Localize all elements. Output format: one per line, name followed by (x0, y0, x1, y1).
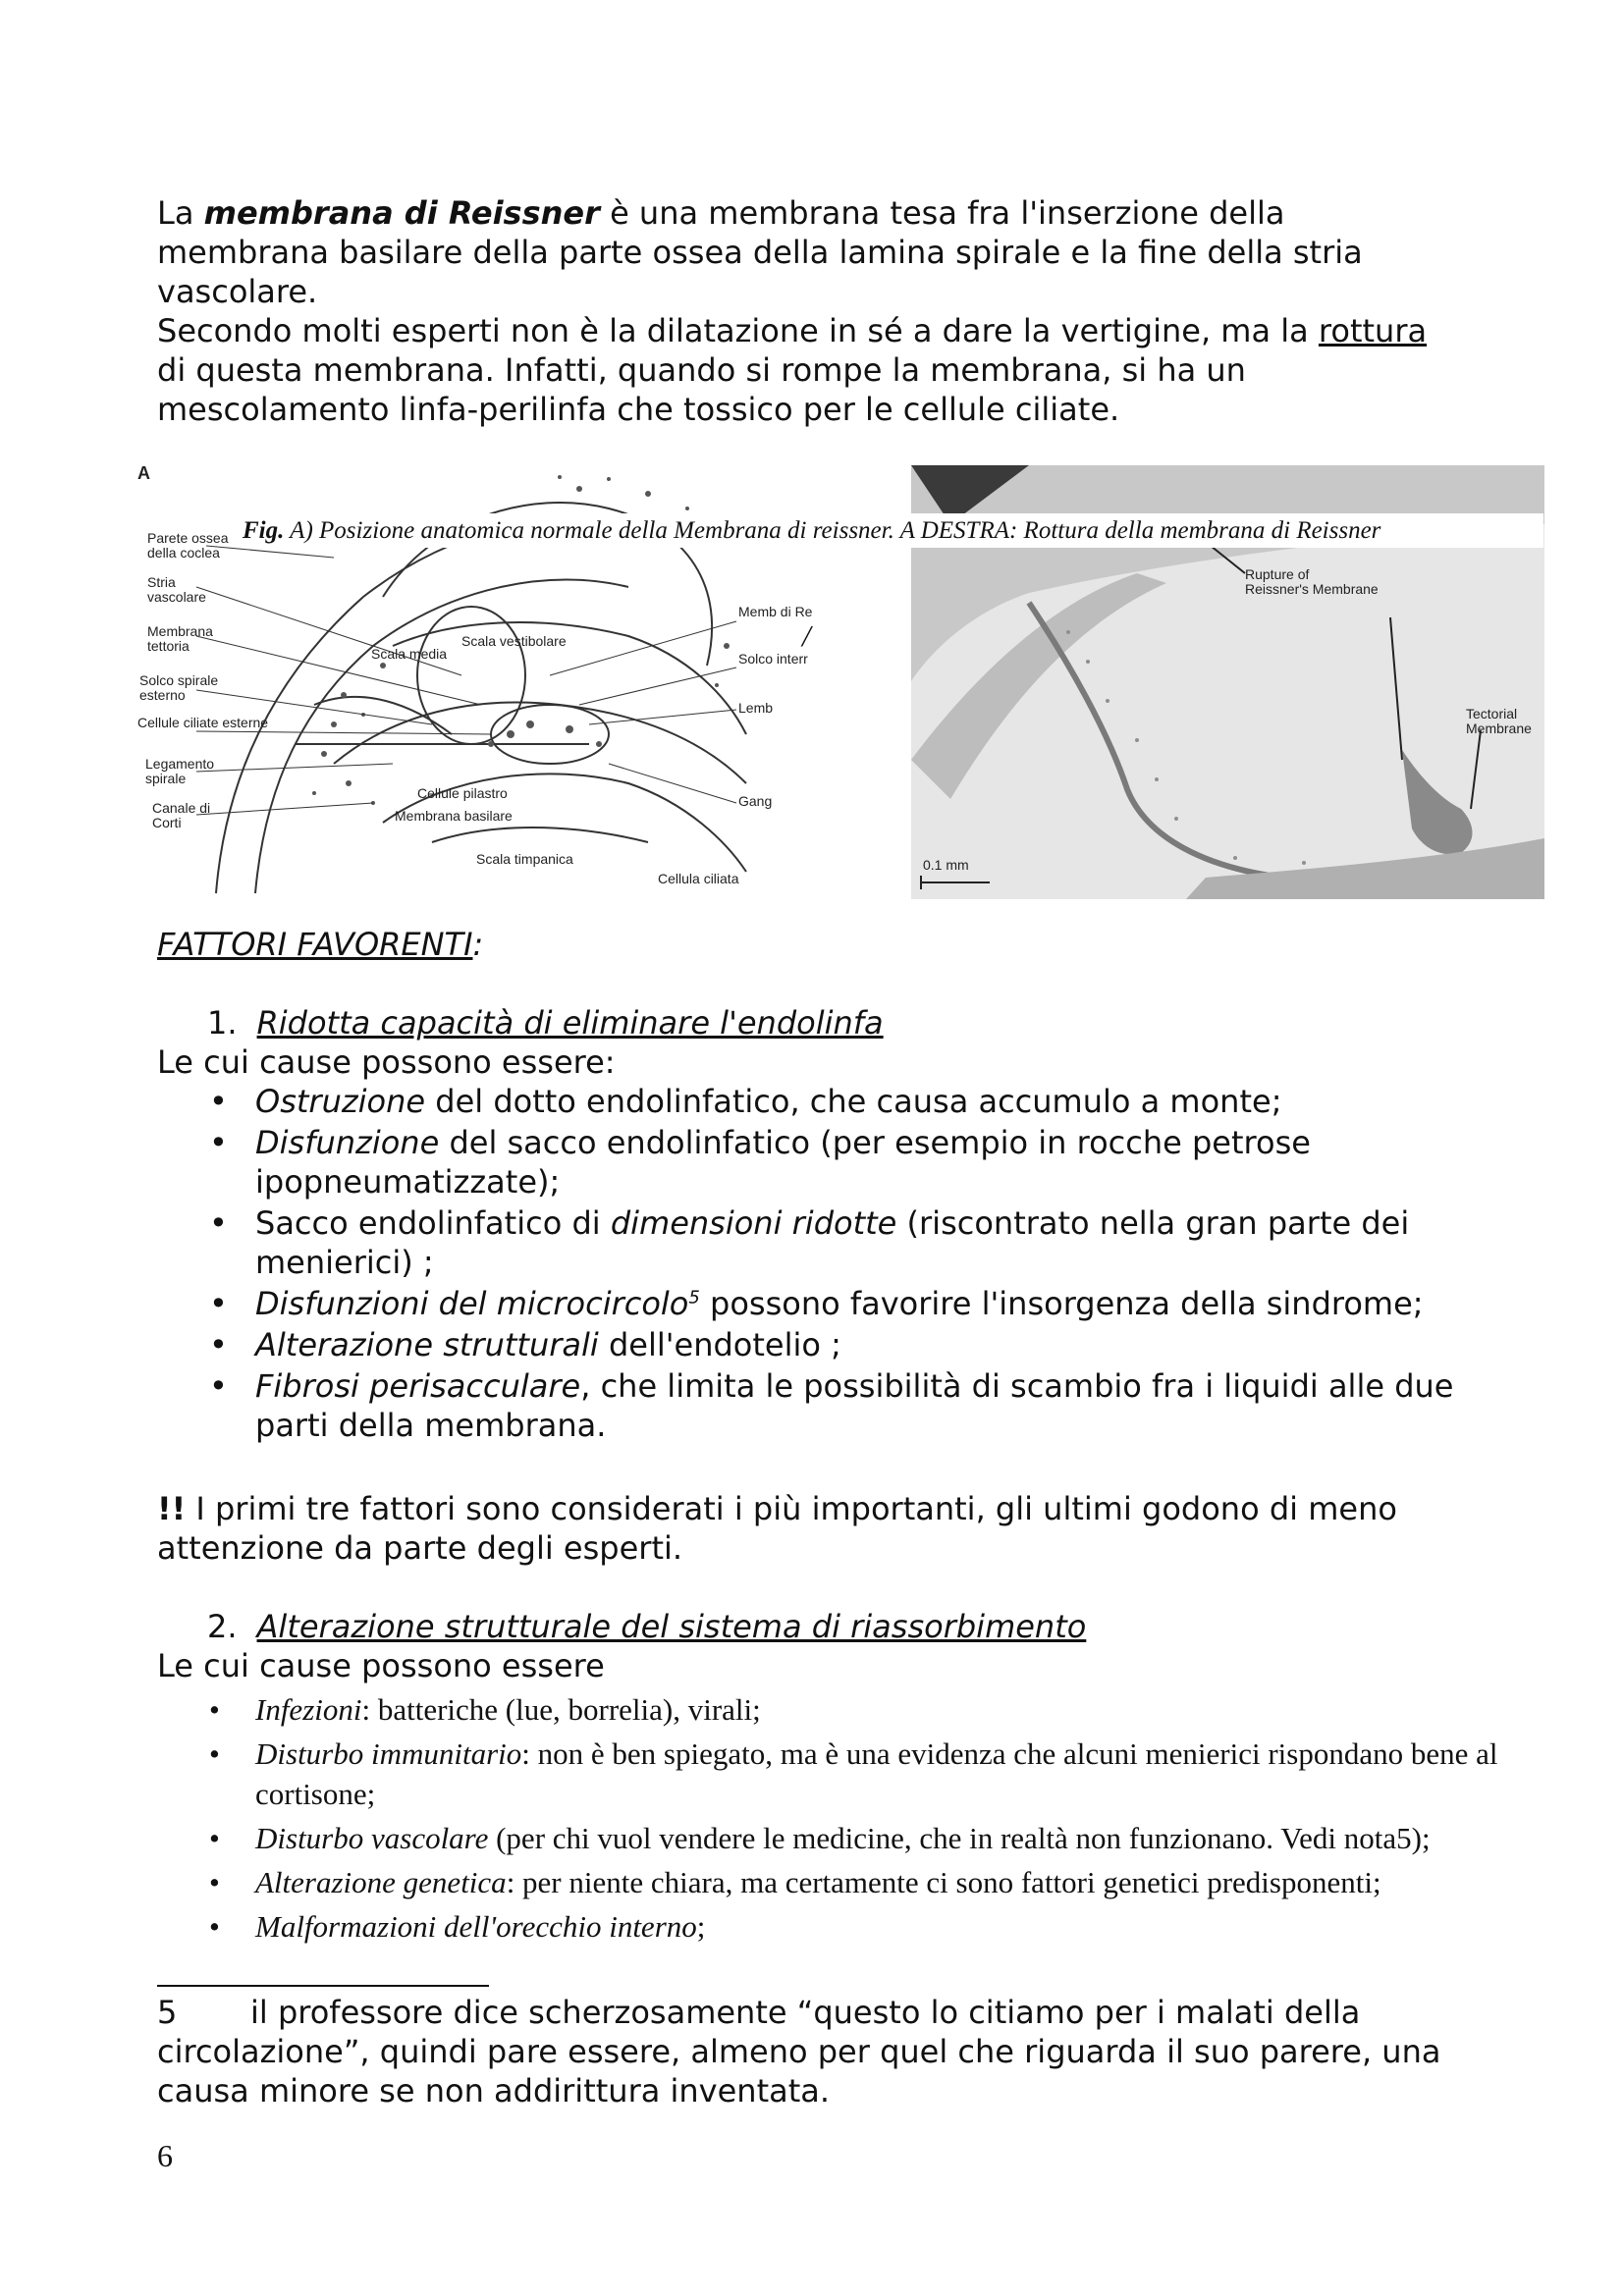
list-item: • Disturbo immunitario: non è ben spiegato, ma è una evidenza che alcuni menierici rispondano bene al cortisone; (209, 1736, 1498, 1811)
caption-fig-label: Fig. (243, 517, 285, 544)
factor2-intro: Le cui cause possono essere (157, 1647, 605, 1684)
factor2-list (209, 1689, 1532, 1947)
factor2-number: 2. (207, 1608, 238, 1645)
footnote (157, 1993, 1473, 2110)
footnote-text: il professore dice scherzosamente “questo lo citiamo per i malati della circolazione”, quindi pare essere, almeno per quel che riguarda il suo parere, una causa minore se non addirittura inventata. (157, 1994, 1441, 2109)
underlined-rottura: rottura (1318, 312, 1428, 349)
footnote-separator (157, 1985, 489, 1987)
label-pilastro: Cellule pilastro (417, 785, 508, 801)
list-item: • Disfunzioni del microcircolo$^5$ possono favorire l'insorgenza della sindrome; (209, 1285, 1424, 1322)
list-item: • Disfunzione del sacco endolinfatico (per esempio in rocche petrose ipopneumatizzate); (209, 1124, 1311, 1201)
label-scale: 0.1 mm (923, 857, 969, 873)
factor1-note: !! I primi tre fattori sono considerati i più importanti, gli ultimi godono di meno attenzione da parte degli esperti. (157, 1490, 1397, 1567)
label-scala-vestibolare: Scala vestibolare (461, 633, 567, 649)
label-solco-esterno: Solco spirale esterno (139, 672, 219, 703)
label-memb-re: Memb di Re (738, 604, 813, 619)
label-canale: Canale di Corti (152, 800, 211, 830)
label-legamento: Legamento spirale (145, 756, 215, 786)
note-mark: !! (157, 1490, 187, 1527)
intro-paragraph-1: La membrana di Reissner è una membrana tesa fra l'inserzione della membrana basilare della parte ossea della lamina spirale e la fine della stria vascolare. (157, 194, 1363, 310)
label-scala-media: Scala media (371, 646, 448, 662)
label-rupture: Rupture of Reissner's Membrane (1245, 566, 1379, 597)
factor1-number: 1. (207, 1004, 238, 1041)
list-item: • Fibrosi perisacculare, che limita le possibilità di scambio fra i liquidi alle due parti della membrana. (209, 1367, 1454, 1444)
list-item: • Ostruzione del dotto endolinfatico, che causa accumulo a monte; (209, 1083, 1282, 1120)
label-gang: Gang (738, 793, 773, 809)
list-item: • Sacco endolinfatico di dimensioni ridotte (riscontrato nella gran parte dei menierici) ; (209, 1204, 1410, 1281)
intro-paragraph-2: Secondo molti esperti non è la dilatazione in sé a dare la vertigine, ma la rottura di questa membrana. Infatti, quando si rompe la membrana, si ha un mescolamento linfa-perilinfa che tossico per le cellule ciliate. (157, 312, 1428, 428)
factor1-title: Ridotta capacità di eliminare l'endolinfa (256, 1004, 884, 1041)
label-parete: Parete ossea della coclea (147, 530, 229, 561)
factor2-heading (207, 1607, 1086, 1646)
factor2-title: Alterazione strutturale del sistema di riassorbimento (256, 1608, 1087, 1645)
factor1-list (209, 1082, 1492, 1445)
list-item: • Infezioni: batteriche (lue, borrelia), virali; (209, 1692, 761, 1727)
list-item: • Disturbo vascolare (per chi vuol vendere le medicine, che in realtà non funzionano. Vedi nota5); (209, 1821, 1431, 1855)
list-item: • Malformazioni dell'orecchio interno; (209, 1909, 706, 1944)
intro-block (157, 193, 1463, 429)
footnote-number: 5 (157, 1994, 178, 2031)
page-number: 6 (157, 2138, 173, 2173)
label-a: A (137, 463, 150, 483)
label-tettoria: Membrana tettoria (147, 623, 213, 654)
list-item: • Alterazione strutturali dell'endotelio ; (209, 1326, 841, 1363)
factor1-intro: Le cui cause possono essere: (157, 1043, 616, 1081)
label-cellula-ciliata: Cellula ciliata (658, 871, 739, 886)
list-item: • Alterazione genetica: per niente chiara, ma certamente ci sono fattori genetici predisponenti; (209, 1865, 1381, 1899)
figure-caption: Fig. A) Posizione anatomica normale della Membrana di reissner. A DESTRA: Rottura della membrana di Reissner (243, 513, 1543, 548)
label-basilare: Membrana basilare (395, 808, 513, 824)
label-stria: Stria vascolare (147, 574, 206, 605)
footnote-ref: 5 (688, 1287, 700, 1308)
label-solco-interno: Solco interr (738, 651, 808, 667)
label-lemb: Lemb (738, 700, 774, 716)
label-cellule-esterne: Cellule ciliate esterne (137, 715, 269, 730)
stray-mark: / (802, 618, 811, 653)
label-timpanica: Scala timpanica (476, 851, 573, 867)
term-reissner: membrana di Reissner (203, 194, 600, 232)
label-tectorial: Tectorial Membrane (1466, 706, 1532, 736)
factor1-heading (207, 1003, 884, 1042)
section-title: FATTORI FAVORENTI: (157, 926, 484, 963)
